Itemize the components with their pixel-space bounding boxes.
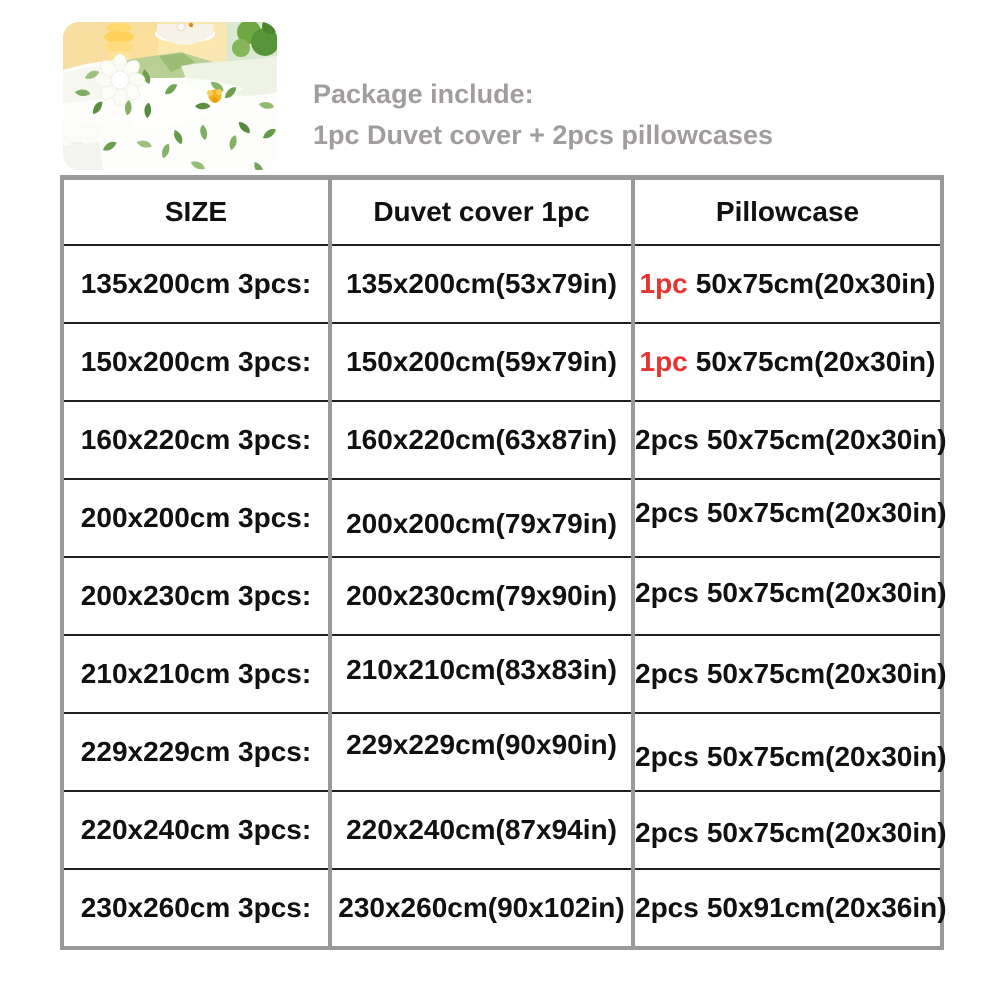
pillow-qty-text: 2pcs	[635, 817, 699, 848]
size-text: 150x200cm 3pcs:	[80, 346, 312, 377]
duvet-cell	[330, 869, 633, 948]
duvet-text: 200x200cm(79x79in)	[346, 508, 617, 539]
size-cell	[62, 713, 330, 791]
duvet-text: 230x260cm(90x102in)	[338, 892, 625, 923]
pillow-size-text: 50x75cm(20x30in)	[695, 268, 936, 299]
size-text: 229x229cm 3pcs:	[80, 736, 312, 767]
table-row	[62, 791, 942, 869]
duvet-cell	[330, 323, 633, 401]
package-info-contents: 1pc Duvet cover + 2pcs pillowcases	[313, 120, 773, 150]
duvet-text: 220x240cm(87x94in)	[346, 814, 617, 845]
pillowcase-cell	[633, 479, 947, 557]
size-cell	[62, 869, 330, 948]
table-row	[62, 479, 942, 557]
pillow-qty-text: 2pcs	[635, 892, 699, 923]
pillowcase-cell	[633, 869, 947, 948]
pillowcase-cell	[633, 323, 942, 401]
duvet-text: 160x220cm(63x87in)	[346, 424, 617, 455]
pillowcase-cell	[633, 557, 947, 635]
pillow-size-text: 50x91cm(20x36in)	[706, 892, 947, 923]
pillow-qty-text: 2pcs	[635, 658, 699, 689]
size-text: 160x220cm 3pcs:	[80, 424, 312, 455]
pillow-qty-text: 2pcs	[635, 497, 699, 528]
table-row	[62, 323, 942, 401]
pillow-size-text: 50x75cm(20x30in)	[706, 658, 947, 689]
table-row	[62, 869, 942, 948]
table-row	[62, 713, 942, 791]
duvet-cell	[330, 713, 633, 791]
size-text: 210x210cm 3pcs:	[80, 658, 312, 689]
size-text: 230x260cm 3pcs:	[80, 892, 312, 923]
duvet-text: 200x230cm(79x90in)	[346, 580, 617, 611]
pillowcase-cell	[633, 635, 947, 713]
column-header-size: SIZE	[62, 178, 330, 246]
size-cell	[62, 323, 330, 401]
package-info	[313, 74, 773, 156]
pillow-size-text: 50x75cm(20x30in)	[706, 424, 947, 455]
pillow-qty-text: 1pc	[639, 268, 688, 299]
size-text: 135x200cm 3pcs:	[80, 268, 312, 299]
table-row	[62, 245, 942, 323]
duvet-cell	[330, 557, 633, 635]
column-header-duvet: Duvet cover 1pc	[330, 178, 633, 246]
size-table	[60, 175, 947, 950]
duvet-cell	[330, 245, 633, 323]
size-text: 200x200cm 3pcs:	[80, 502, 312, 533]
duvet-cell	[330, 479, 633, 557]
pillow-size-text: 50x75cm(20x30in)	[706, 497, 947, 528]
pillow-qty-text: 2pcs	[635, 424, 699, 455]
pillowcase-cell	[633, 713, 947, 791]
column-header-pillowcase: Pillowcase	[633, 178, 942, 246]
product-photo	[63, 22, 277, 170]
duvet-text: 150x200cm(59x79in)	[346, 346, 617, 377]
pillow-size-text: 50x75cm(20x30in)	[706, 577, 947, 608]
daisy-pillow-shape	[95, 54, 145, 106]
pillowcase-cell	[633, 401, 947, 479]
size-cell	[62, 635, 330, 713]
pillowcase-cell	[633, 245, 942, 323]
pillow-qty-text: 2pcs	[635, 741, 699, 772]
pillow-qty-text: 2pcs	[635, 577, 699, 608]
size-text: 200x230cm 3pcs:	[80, 580, 312, 611]
duvet-text: 229x229cm(90x90in)	[346, 729, 617, 760]
size-cell	[62, 245, 330, 323]
size-cell	[62, 791, 330, 869]
bench-shape	[63, 118, 103, 170]
pillow-size-text: 50x75cm(20x30in)	[706, 817, 947, 848]
duvet-text: 135x200cm(53x79in)	[346, 268, 617, 299]
table-row	[62, 401, 942, 479]
table-row	[62, 557, 942, 635]
pillow-size-text: 50x75cm(20x30in)	[695, 346, 936, 377]
duvet-text: 210x210cm(83x83in)	[346, 654, 617, 685]
duvet-cell	[330, 791, 633, 869]
package-info-title: Package include:	[313, 79, 534, 109]
size-text: 220x240cm 3pcs:	[80, 814, 312, 845]
pillowcase-cell	[633, 791, 947, 869]
duvet-cell	[330, 635, 633, 713]
size-cell	[62, 479, 330, 557]
pillow-size-text: 50x75cm(20x30in)	[706, 741, 947, 772]
header-row	[62, 178, 942, 246]
table-row	[62, 635, 942, 713]
size-cell	[62, 557, 330, 635]
size-cell	[62, 401, 330, 479]
duvet-cell	[330, 401, 633, 479]
pillow-qty-text: 1pc	[639, 346, 688, 377]
